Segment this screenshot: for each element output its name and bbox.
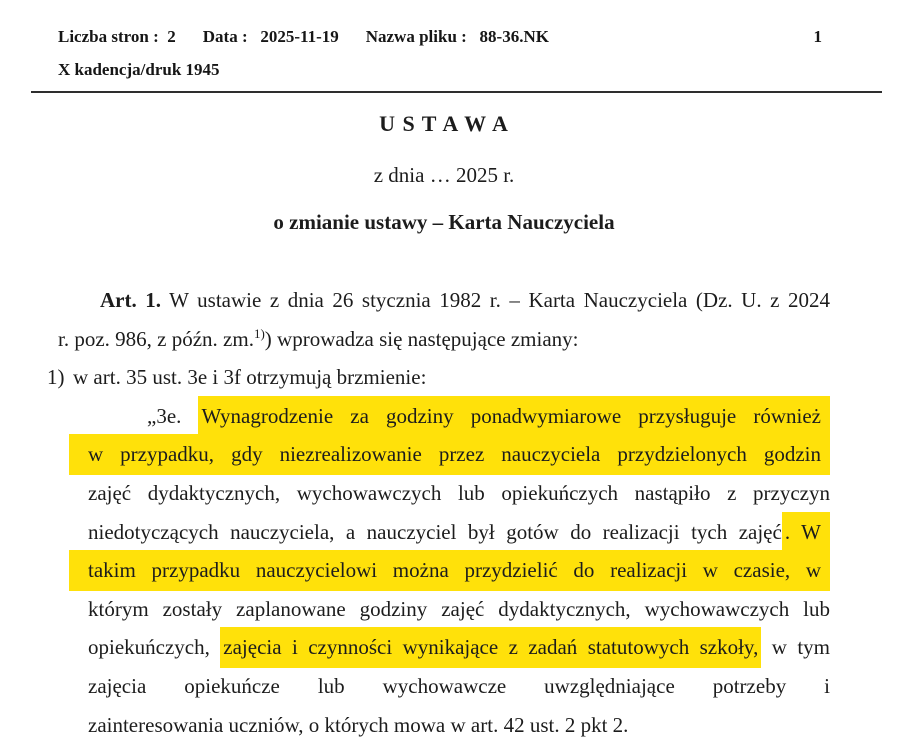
highlighted-text: zajęcia i czynności wynikające z zadań statutowych szkoły, <box>220 627 761 668</box>
text-segment: „3e. <box>147 403 199 428</box>
text-segment: w tym <box>761 635 830 660</box>
act-date-line: z dnia … 2025 r. <box>373 163 515 187</box>
act-title: U S T A W A <box>379 111 509 136</box>
header-divider <box>31 91 882 93</box>
text-line <box>88 513 830 552</box>
text-line <box>88 397 830 436</box>
text-line <box>88 435 830 474</box>
text-line <box>88 667 830 706</box>
text-line <box>88 628 830 667</box>
footnote-reference: 1) <box>253 325 265 341</box>
list-number: 1) <box>47 365 65 390</box>
date-label: Data : 2025-11-19 <box>202 27 339 46</box>
page-number: 1 <box>813 27 822 46</box>
highlighted-text: w przypadku, gdy niezrealizowanie przez nauczyciela przydzielonych godzin <box>69 434 830 475</box>
text-line <box>58 281 830 320</box>
text-segment: ) wprowadza się następujące zmiany: <box>264 326 579 351</box>
text-segment: Art. 1. <box>100 288 162 312</box>
text-line <box>88 590 830 629</box>
text-segment: zainteresowania uczniów, o których mowa w art. 42 ust. 2 pkt 2. <box>88 712 629 737</box>
page-header <box>58 0 882 86</box>
pages-count-label: Liczba stron : 2 <box>58 27 176 46</box>
text-segment: zajęć dydaktycznych, wychowawczych lub opiekuńczych nastąpiło z przyczyn <box>88 480 830 505</box>
document-body <box>47 281 830 744</box>
text-line <box>58 320 830 359</box>
text-segment: którym zostały zaplanowane godziny zajęć dydaktycznych, wychowawczych lub <box>88 596 830 621</box>
text-segment: W ustawie z dnia 26 stycznia 1982 r. – Karta Nauczyciela (Dz. U. z 2024 <box>161 288 830 312</box>
text-line <box>88 706 830 744</box>
text-segment: w art. 35 ust. 3e i 3f otrzymują brzmienie: <box>73 365 427 390</box>
text-line <box>88 551 830 590</box>
act-subject-line: o zmianie ustawy – Karta Nauczyciela <box>273 210 615 234</box>
text-segment: zajęcia opiekuńcze lub wychowawcze uwzględniające potrzeby i <box>88 673 830 698</box>
highlighted-text: . W <box>782 512 830 553</box>
header-meta-row <box>58 20 882 53</box>
title-block <box>58 109 830 237</box>
highlighted-text: takim przypadku nauczycielowi można przydzielić do realizacji w czasie, w <box>69 550 830 591</box>
text-segment: niedotyczących nauczyciela, a nauczyciel był gotów do realizacji tych zajęć <box>88 519 782 544</box>
file-name-label: Nazwa pliku : 88-36.NK <box>365 27 549 46</box>
text-segment: r. poz. 986, z późn. zm. <box>58 326 254 351</box>
highlighted-text: Wynagrodzenie za godziny ponadwymiarowe przysługuje również <box>198 396 830 437</box>
term-print-label: X kadencja/druk 1945 <box>58 60 220 79</box>
text-line <box>47 358 830 397</box>
text-segment: opiekuńczych, <box>88 635 221 660</box>
text-line <box>88 474 830 513</box>
